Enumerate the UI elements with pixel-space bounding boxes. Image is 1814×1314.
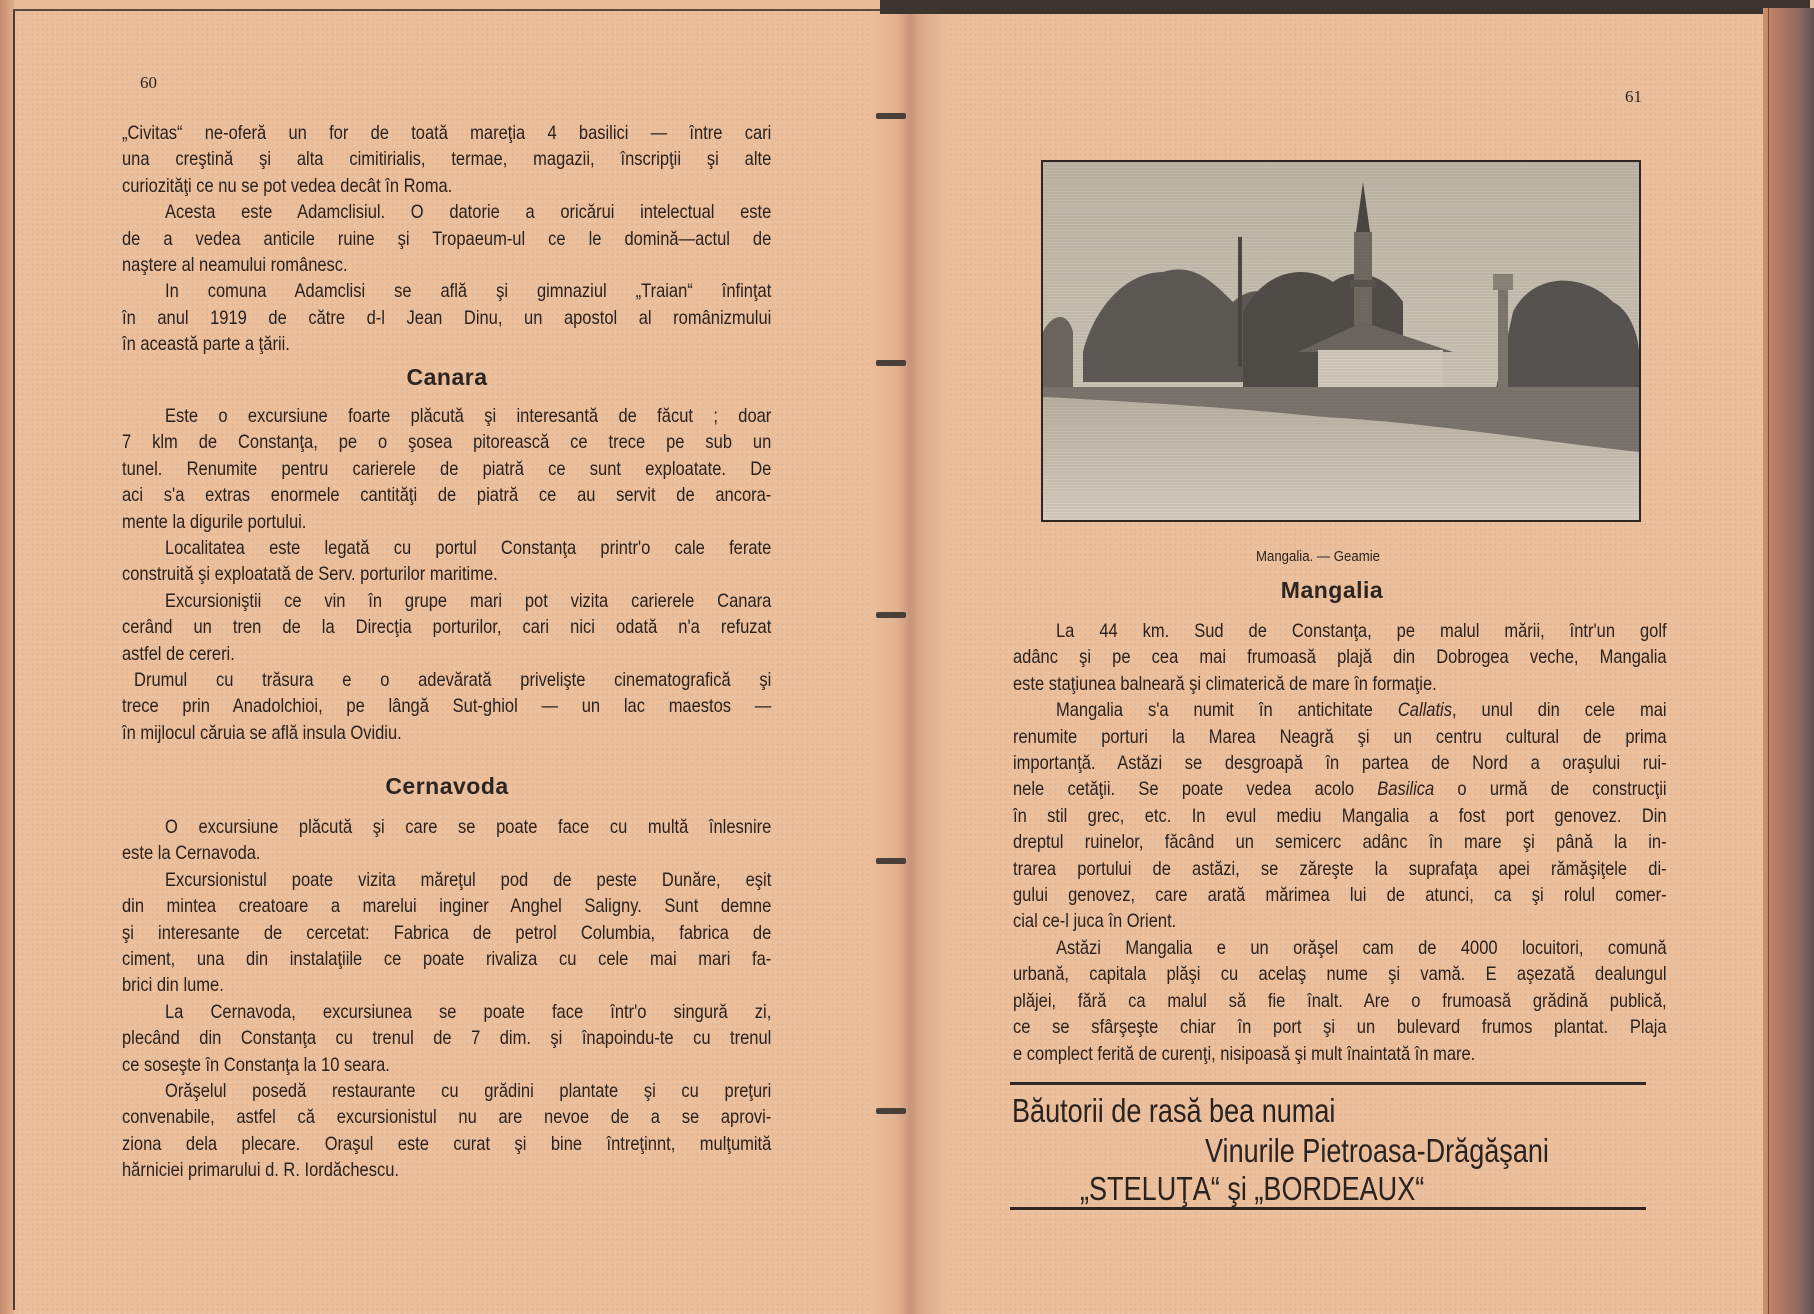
text-line: astfel de cereri. (122, 643, 235, 665)
text-line: ciment, una din instalaţiile ce poate rivaliza cu cele mai mari fa- (122, 949, 772, 971)
ad-line-3: „STELUŢA“ şi „BORDEAUX“ (1080, 1170, 1425, 1207)
text-line: Orăşelul posedă restaurante cu grădini plantate şi cu preţuri (165, 1081, 772, 1103)
ad-line-2: Vinurile Pietroasa-Drăgăşani (1205, 1132, 1549, 1169)
text-line: La Cernavoda, excursiunea se poate face într'o singură zi, (165, 1001, 772, 1023)
text-line: Acesta este Adamclisiul. O datorie a oricărui intelectual este (165, 202, 772, 224)
text-line: una creştină şi alta cimitirialis, termae, magazii, înscripţii şi alte (122, 149, 772, 171)
top-page-border (13, 9, 883, 11)
text-line: dreptul ruinelor, făcând un semicerc adânc în mare şi până la in- (1013, 832, 1667, 854)
heading-canara: Canara (406, 364, 488, 390)
text-line: în această parte a ţării. (122, 334, 290, 356)
text-line: Drumul cu trăsura e o adevărată privelişte cinematografică şi (134, 670, 772, 692)
text-line: hărniciei primarului d. R. Iordăchescu. (122, 1160, 399, 1182)
text-line: este la Cernavoda. (122, 843, 261, 865)
text-line: e complect ferită de curenţi, nisipoasă şi mult înaintată în mare. (1013, 1043, 1476, 1065)
text-line: convenabile, astfel că excursionistul nu are nevoe de a se aprovi- (122, 1107, 772, 1129)
text-line: de a vedea anticile ruine şi Tropaeum-ul ce le domină—actul de (122, 228, 772, 250)
binding-stitch (876, 360, 906, 366)
heading-mangalia: Mangalia (1280, 577, 1384, 603)
text-line: renumite porturi la Marea Neagră şi un centru cultural de prima (1013, 726, 1667, 748)
text-line: este staţiunea balneară şi climaterică de mare în formaţie. (1013, 673, 1437, 695)
italic-term: Callatis (1397, 700, 1452, 722)
ad-top-rule (1010, 1082, 1646, 1085)
ad-bottom-rule (1010, 1207, 1646, 1210)
italic-term: Basilica (1377, 779, 1435, 801)
text-line: adânc şi pe cea mai frumoasă plajă din Dobrogea veche, Mangalia (1013, 647, 1667, 669)
text-line: Localitatea este legată cu portul Constanţa printr'o cale ferate (165, 538, 772, 560)
book-gutter (870, 12, 950, 1314)
text-line: gului genovez, care arată mărimea lui de atunci, ca şi rolul comer- (1013, 885, 1667, 907)
mosque-photo (1041, 160, 1641, 522)
text-line: Excursionistul poate vizita măreţul pod de peste Dunăre, eşit (165, 869, 772, 891)
text-line: mente la digurile portului. (122, 511, 307, 533)
binding-stitch (876, 858, 906, 864)
page-number-left: 60 (140, 73, 157, 92)
text-line: Excursioniştii ce vin în grupe mari pot vizita carierele Canara (165, 590, 772, 612)
left-intro-text (122, 121, 771, 359)
text-line: cerând un tren de la Direcţia porturilor, cari nici odată n'a refuzat (122, 617, 772, 639)
binding-stitch (876, 113, 906, 119)
photo-caption: Mangalia. — Geamie (1256, 548, 1380, 565)
right-page-border (1768, 8, 1769, 1314)
text-line: urbană, capitala plăşi cu acelaş nume şi vamă. E aşezată dealungul (1013, 964, 1667, 986)
mosque-photo-illustration (1043, 162, 1639, 520)
text-line: tunel. Renumite pentru carierele de piatră ce sunt exploatate. De (122, 458, 772, 480)
text-line: brici din lume. (122, 975, 224, 997)
left-cover-edge (0, 0, 14, 1314)
text-line: în stil grec, etc. In evul mediu Mangalia a fost port genovez. Din (1013, 805, 1667, 827)
text-line: Astăzi Mangalia e un orăşel cam de 4000 locuitori, comună (1056, 937, 1667, 959)
top-background-strip (880, 0, 1810, 14)
text-line: ziona dela plecare. Oraşul este curat şi bine întreţinnt, mulţumită (122, 1133, 772, 1155)
text-line: în anul 1919 de către d-l Jean Dinu, un apostol al românizmului (122, 307, 772, 329)
binding-stitch (876, 1108, 906, 1114)
text-line: ce soseşte în Constanţa la 10 seara. (122, 1054, 390, 1076)
page-stack-edge (1763, 8, 1814, 1314)
text-line: şi interesante de cercetat: Fabrica de petrol Columbia, fabrica de (122, 922, 772, 944)
text-line: In comuna Adamclisi se află şi gimnaziul „Traian“ înfinţat (165, 281, 772, 303)
text-line: O excursiune plăcută şi care se poate face cu multă înlesnire (165, 817, 772, 838)
text-line: trarea portului de astăzi, se zăreşte la suprafaţa apei rămăşiţele di- (1013, 858, 1667, 880)
text-line: importanţă. Astăzi se desgroapă în partea de Nord a oraşului rui- (1013, 753, 1667, 775)
text-line: Mangalia s'a numit în antichitate Callatis, unul din cele mai (1056, 700, 1667, 722)
page-number-right: 61 (1625, 87, 1642, 106)
text-line: La 44 km. Sud de Constanţa, pe malul mării, într'un golf (1056, 621, 1667, 642)
mangalia-text (1013, 619, 1667, 1068)
text-line: cial ce-l juca în Orient. (1013, 911, 1177, 933)
text-line: trece prin Anadolchioi, pe lângă Sut-ghiol — un lac maestos — (122, 696, 772, 718)
text-line: aci s'a extras enormele cantităţi de piatră ce au servit de ancora- (122, 485, 772, 507)
text-line: „Civitas“ ne-oferă un for de toată mareţia 4 basilici — între cari (122, 123, 772, 144)
text-line: plăjei, fără ca malul să fie înalt. Are o frumoasă grădină publică, (1013, 990, 1667, 1012)
cernavoda-text (122, 815, 771, 1185)
text-line: construită şi exploatată de Serv. porturilor maritime. (122, 564, 498, 586)
text-line: curiozităţi ce nu se pot vedea decât în Roma. (122, 175, 453, 197)
text-line: din mintea creatoare a marelui inginer Anghel Saligny. Sunt demne (122, 896, 772, 918)
heading-cernavoda: Cernavoda (385, 773, 509, 799)
text-line: naştere al neamului românesc. (122, 255, 348, 277)
text-line: Este o excursiune foarte plăcută şi interesantă de făcut ; doar (165, 406, 772, 427)
canara-text (122, 404, 771, 747)
text-line: în mijlocul căruia se află insula Ovidiu. (122, 722, 402, 744)
left-page-border (13, 10, 15, 1310)
text-line: nele cetăţii. Se poate vedea acolo Basilica o urmă de construcţii (1013, 779, 1667, 801)
text-line: plecând din Constanţa cu trenul de 7 dim. şi înapoindu-te cu trenul (122, 1028, 772, 1050)
ad-line-1: Băutorii de rasă bea numai (1012, 1092, 1336, 1129)
text-line: ce se sfârşeşte chiar în port şi un bulevard frumos plantat. Plaja (1013, 1017, 1667, 1039)
binding-stitch (876, 612, 906, 618)
text-line: 7 klm de Constanţa, pe o şosea pitorească ce trece pe sub un (122, 432, 772, 454)
